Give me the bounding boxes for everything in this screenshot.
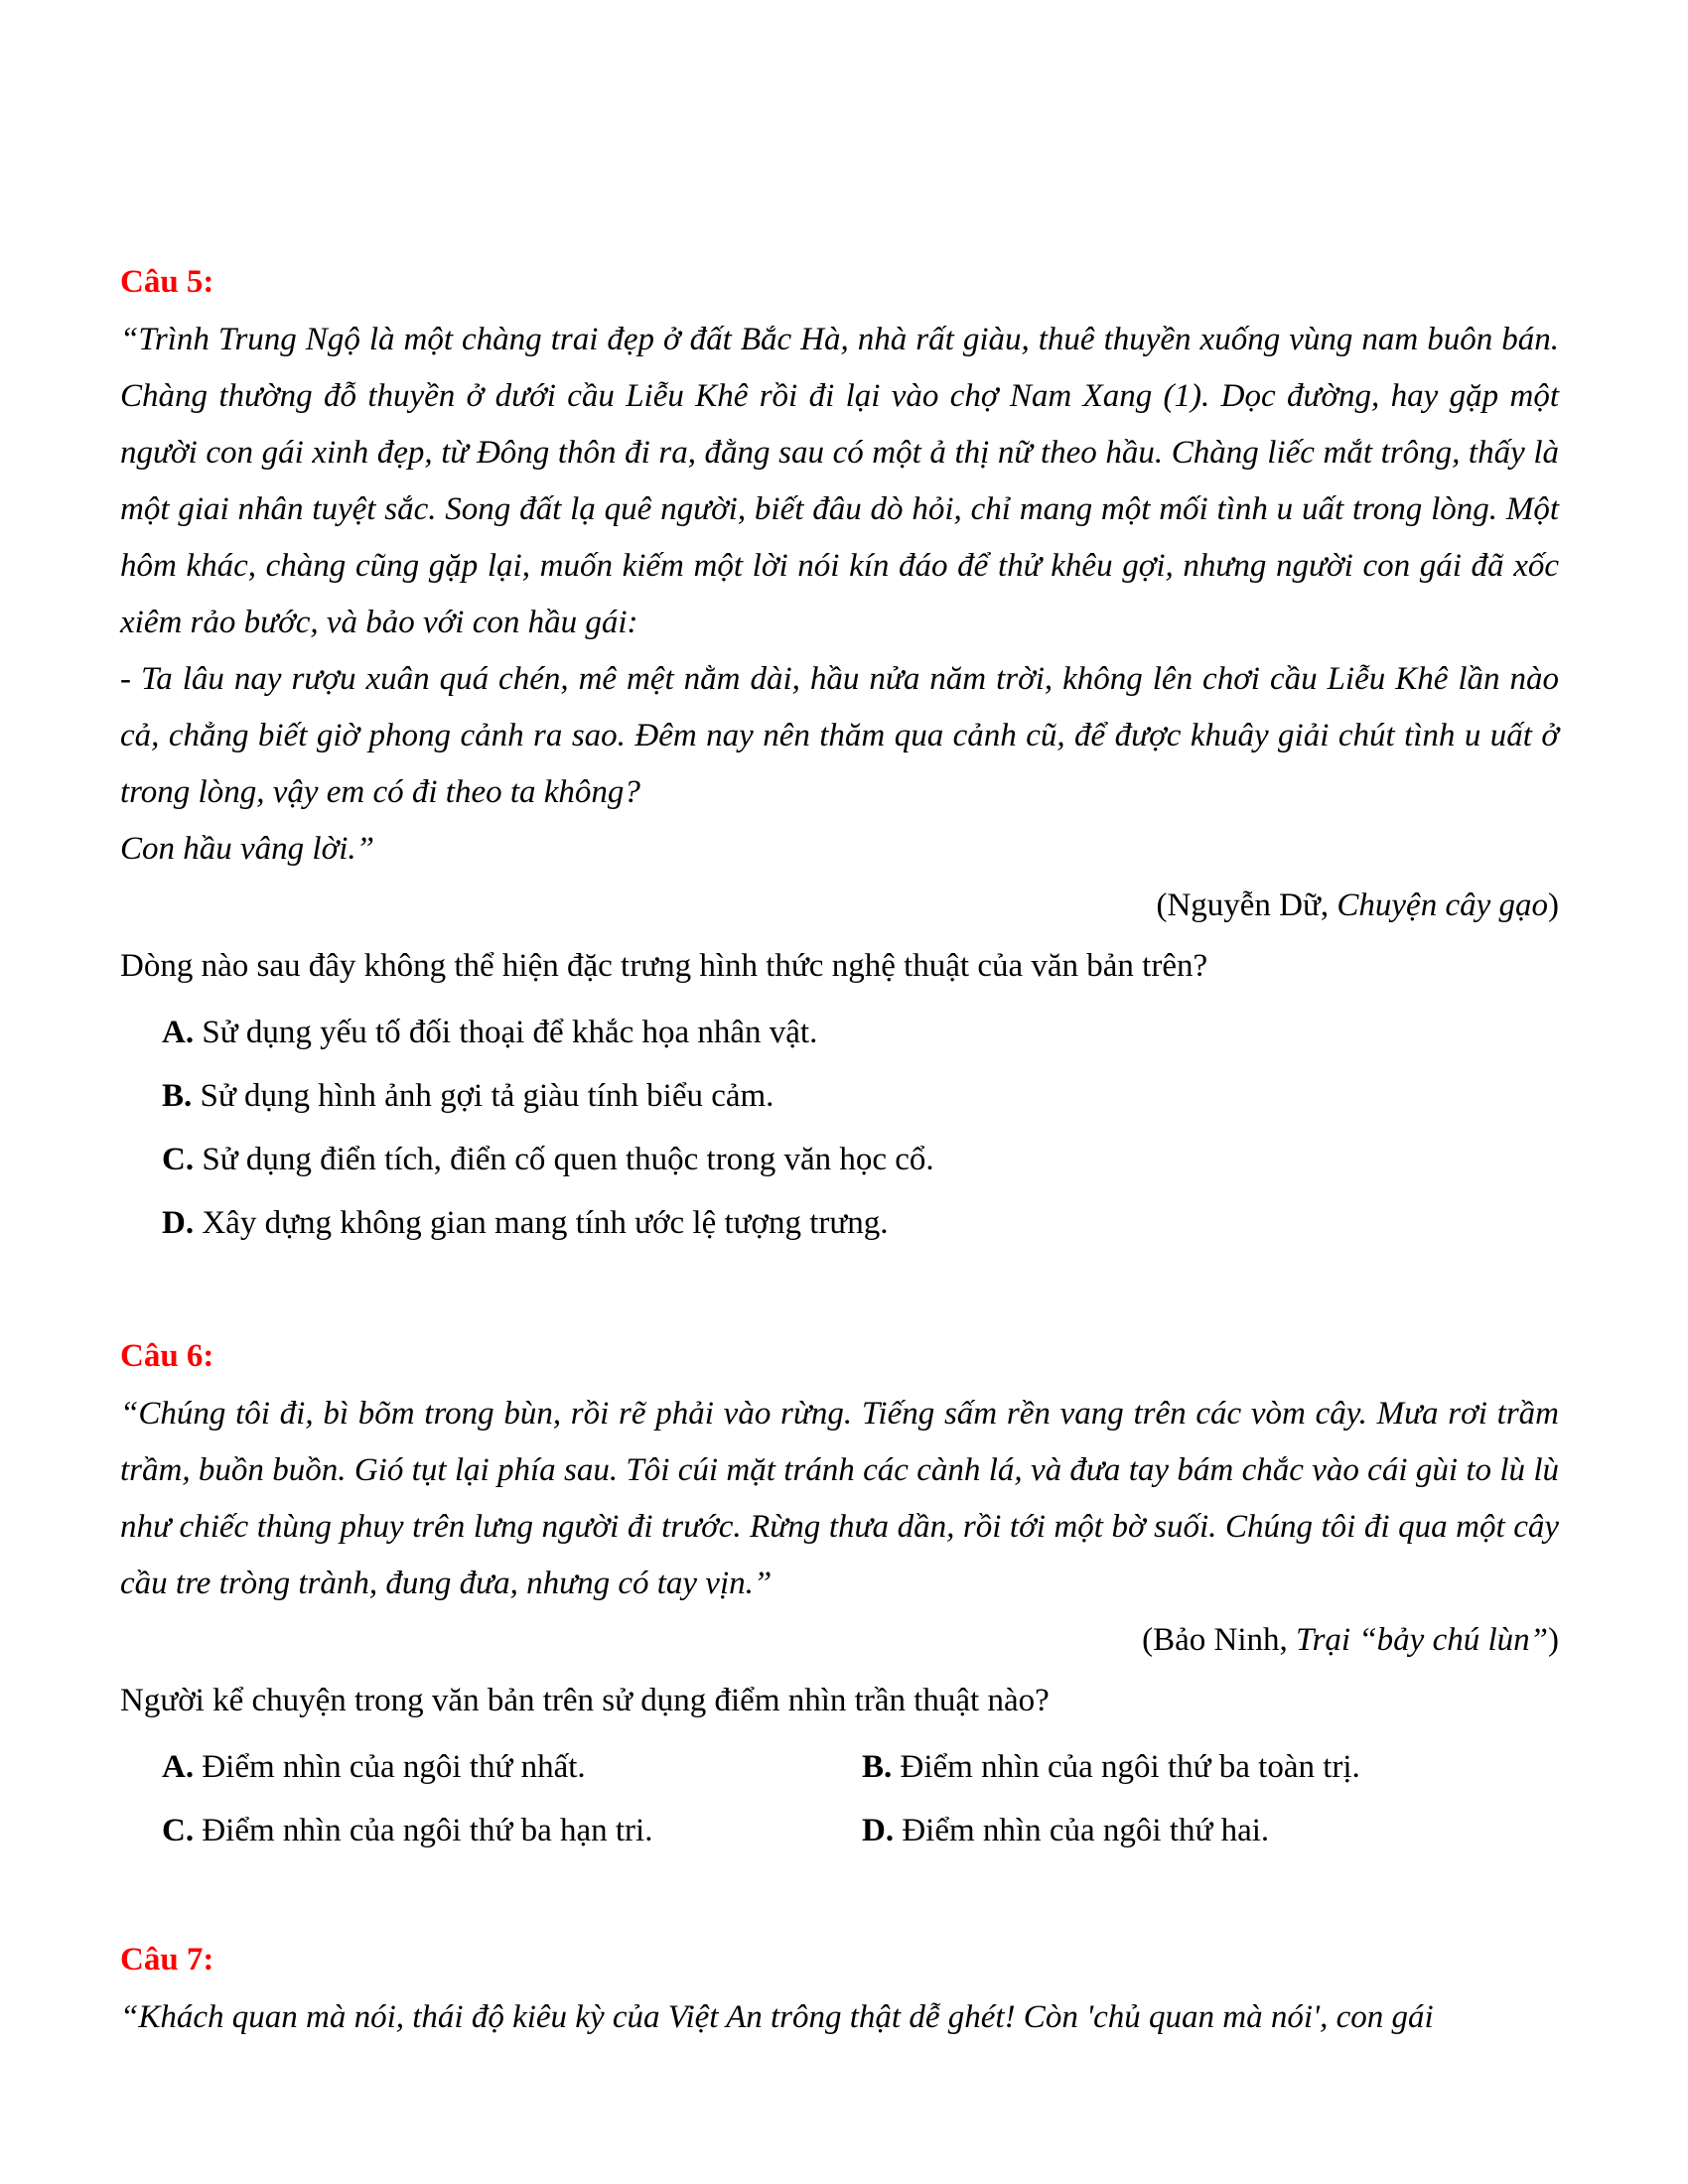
option-text: Sử dụng yếu tố đối thoại để khắc họa nhân vật. [194, 1015, 818, 1050]
question-7 [120, 1938, 1559, 2046]
passage [120, 1386, 1559, 1612]
option-key: D. [862, 1813, 895, 1848]
option-b [120, 1064, 1559, 1128]
option-c [120, 1128, 1559, 1191]
source-work: Chuyện cây gạo [1336, 887, 1548, 923]
option-text: Điểm nhìn của ngôi thứ hai. [894, 1813, 1270, 1848]
option-d [862, 1799, 1559, 1862]
question-prompt: Người kể chuyện trong văn bản trên sử dụng điểm nhìn trần thuật nào? [120, 1683, 1050, 1718]
source-citation [120, 878, 1559, 934]
option-text: Điểm nhìn của ngôi thứ ba hạn tri. [194, 1813, 653, 1848]
option-text: Điểm nhìn của ngôi thứ nhất. [194, 1749, 586, 1785]
source-end: ) [1548, 887, 1559, 923]
question-prompt: Dòng nào sau đây không thể hiện đặc trưng hình thức nghệ thuật của văn bản trên? [120, 948, 1208, 984]
question-title: Câu 7: [120, 1942, 214, 1978]
option-key: B. [862, 1749, 893, 1785]
option-text: Sử dụng điển tích, điển cố quen thuộc trong văn học cổ. [194, 1142, 934, 1177]
option-key: C. [162, 1813, 195, 1848]
question-title: Câu 6: [120, 1338, 214, 1374]
source-author: (Nguyễn Dữ, [1156, 887, 1337, 923]
passage [120, 312, 1559, 878]
option-a [120, 1001, 1559, 1064]
passage-paragraph: “Trình Trung Ngộ là một chàng trai đẹp ở đất Bắc Hà, nhà rất giàu, thuê thuyền xuống vùng nam buôn bán. Chàng thường đỗ thuyền ở dưới cầu Liễu Khê rồi đi lại vào chợ Nam Xang (1). Dọc đường, hay gặp một người con gái xinh đẹp, từ Đông thôn đi ra, đằng sau có một ả thị nữ theo hầu. Chàng liếc mắt trông, thấy là một giai nhân tuyệt sắc. Song đất lạ quê người, biết đâu dò hỏi, chỉ mang một mối tình u uất trong lòng. Một hôm khác, chàng cũng gặp lại, muốn kiếm một lời nói kín đáo để thử khêu gợi, nhưng người con gái đã xốc xiêm rảo bước, và bảo với con hầu gái: [120, 322, 1559, 640]
option-key: C. [162, 1142, 195, 1177]
option-d [120, 1191, 1559, 1255]
question-title: Câu 5: [120, 264, 214, 300]
question-5 [120, 260, 1559, 1255]
option-a [162, 1735, 862, 1799]
source-author: (Bảo Ninh, [1142, 1622, 1297, 1658]
passage-paragraph: “Chúng tôi đi, bì bõm trong bùn, rồi rẽ phải vào rừng. Tiếng sấm rền vang trên các vòm cây. Mưa rơi trầm trầm, buồn buồn. Gió tụt lại phía sau. Tôi cúi mặt tránh các cành lá, và đưa tay bám chắc vào cái gùi to lù lù như chiếc thùng phuy trên lưng người đi trước. Rừng thưa dần, rồi tới một bờ suối. Chúng tôi đi qua một cây cầu tre tròng trành, đung đưa, nhưng có tay vịn.” [120, 1396, 1559, 1601]
source-work: Trại “bảy chú lùn” [1296, 1622, 1548, 1658]
option-b [862, 1735, 1559, 1799]
option-text: Sử dụng hình ảnh gợi tả giàu tính biểu cảm. [192, 1078, 774, 1114]
option-text: Điểm nhìn của ngôi thứ ba toàn trị. [892, 1749, 1360, 1785]
option-c [162, 1799, 862, 1862]
options-grid [120, 1735, 1559, 1862]
passage-paragraph: Con hầu vâng lời.” [120, 831, 374, 867]
source-citation [120, 1612, 1559, 1669]
source-end: ) [1548, 1622, 1559, 1658]
option-key: A. [162, 1015, 195, 1050]
question-6 [120, 1334, 1559, 1862]
passage-paragraph: - Ta lâu nay rượu xuân quá chén, mê mệt nằm dài, hầu nửa năm trời, không lên chơi cầu Liễu Khê lần nào cả, chẳng biết giờ phong cảnh ra sao. Đêm nay nên thăm qua cảnh cũ, để được khuây giải chút tình u uất ở trong lòng, vậy em có đi theo ta không? [120, 661, 1559, 810]
option-key: A. [162, 1749, 195, 1785]
option-key: B. [162, 1078, 193, 1114]
option-text: Xây dựng không gian mang tính ước lệ tượng trưng. [194, 1205, 889, 1241]
option-key: D. [162, 1205, 195, 1241]
passage-paragraph: “Khách quan mà nói, thái độ kiêu kỳ của Việt An trông thật dễ ghét! Còn 'chủ quan mà nói', con gái [120, 1999, 1434, 2035]
passage [120, 1989, 1559, 2046]
